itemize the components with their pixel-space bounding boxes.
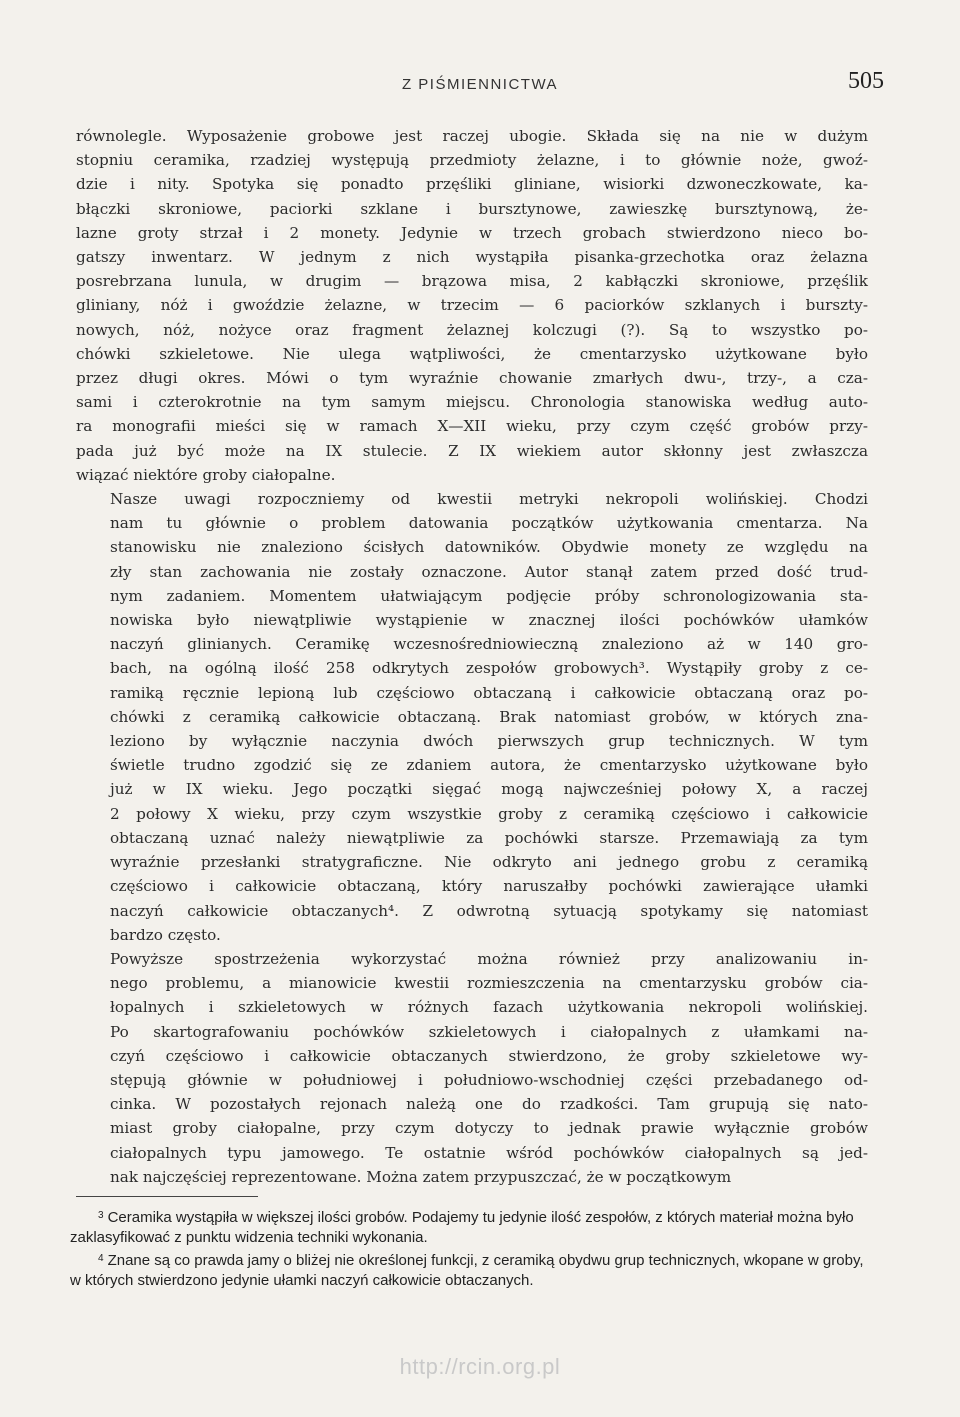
- text-line: zły stan zachowania nie zostały oznaczone. Autor stanął zatem przed dość trud-: [110, 562, 868, 581]
- text-line: równolegle. Wyposażenie grobowe jest raczej ubogie. Składa się na nie w dużym: [76, 127, 868, 145]
- text-line: pada już być może na IX stulecie. Z IX wiekiem autor skłonny jest zwłaszcza: [76, 441, 868, 460]
- text-line: stanowisku nie znaleziono ścisłych datowników. Obydwie monety ze względu na: [110, 538, 868, 557]
- text-line: chówki szkieletowe. Nie ulega wątpliwości, że cmentarzysko użytkowane było: [76, 344, 868, 363]
- text-line: stopniu ceramika, rzadziej występują przedmioty żelazne, i to głównie noże, gwoź-: [76, 151, 868, 170]
- text-line: 2 połowy X wieku, przy czym wszystkie groby z ceramiką częściowo i całkowicie: [110, 804, 868, 823]
- text-line: nowych, nóż, nożyce oraz fragment żelaznej kolczugi (?). Są to wszystko po-: [76, 320, 868, 339]
- text-line: nym zadaniem. Momentem ułatwiającym podjęcie próby schronologizowania sta-: [110, 586, 868, 605]
- text-line: świetle trudno zgodzić się ze zdaniem autora, że cmentarzysko użytkowane było: [110, 756, 868, 775]
- text-line: Nasze uwagi rozpoczniemy od kwestii metryki nekropoli wolińskiej. Chodzi: [110, 490, 868, 509]
- watermark-url: http://rcin.org.pl: [399, 1354, 561, 1379]
- page-header: [76, 68, 884, 104]
- running-head: Z PIŚMIENNICTWA: [401, 76, 559, 93]
- text-line: łopalnych i szkieletowych w różnych fazach użytkowania nekropoli wolińskiej.: [110, 998, 868, 1017]
- footnote-divider: [76, 1196, 258, 1197]
- text-line: ramiką ręcznie lepioną lub częściowo obtaczaną i całkowicie obtaczaną oraz po-: [110, 683, 868, 702]
- text-line: posrebrzana lunula, w drugim — brązowa misa, 2 kabłączki skroniowe, przęślik: [76, 272, 868, 291]
- text-line: naczyń całkowicie obtaczanych⁴. Z odwrotną sytuacją spotykamy się natomiast: [110, 901, 868, 920]
- paragraph-2: [76, 487, 868, 947]
- text-line: dzie i nity. Spotyka się ponadto przęśliki gliniane, wisiorki dzwoneczkowate, ka-: [76, 175, 868, 194]
- text-line: wyraźnie przesłanki stratygraficzne. Nie odkryto ani jednego grobu z ceramiką: [110, 853, 868, 872]
- footnote-mark: 3: [98, 1210, 104, 1221]
- text-line: cinka. W pozostałych rejonach należą one do rzadkości. Tam grupują się nato-: [110, 1095, 868, 1114]
- page-number: 505: [848, 68, 884, 94]
- footnote-3: [70, 1206, 870, 1247]
- text-line: obtaczaną uznać należy niewątpliwie za pochówki starsze. Przemawiają za tym: [110, 828, 868, 847]
- text-line: nak najczęściej reprezentowane. Można zatem przypuszczać, że w początkowym: [110, 1167, 732, 1186]
- text-line: bardzo często.: [110, 925, 221, 944]
- text-line: Powyższe spostrzeżenia wykorzystać można również przy analizowaniu in-: [110, 949, 868, 968]
- footnote-4: [70, 1249, 870, 1290]
- footnote-text: Znane są co prawda jamy o bliżej nie określonej funkcji, z ceramiką obydwu grup technicznych, wkopane w groby, w których stwierdzono jedynie ułamki naczyń całkowicie obtaczanych.: [70, 1252, 864, 1289]
- text-line: gliniany, nóż i gwoździe żelazne, w trzecim — 6 paciorków szklanych i burszty-: [76, 296, 868, 315]
- text-line: gatszy inwentarz. W jednym z nich wystąpiła pisanka-grzechotka oraz żelazna: [76, 248, 868, 267]
- text-line: częściowo i całkowicie obtaczaną, który naruszałby pochówki zawierające ułamki: [110, 877, 868, 896]
- paragraph-1: [76, 124, 868, 487]
- text-line: ciałopalnych typu jamowego. Te ostatnie wśród pochówków ciałopalnych są jed-: [110, 1143, 868, 1162]
- text-line: nowiska było niewątpliwie wystąpienie w znacznej ilości pochówków ułamków: [110, 611, 868, 630]
- text-line: chówki z ceramiką całkowicie obtaczaną. Brak natomiast grobów, w których zna-: [110, 707, 868, 726]
- text-line: ra monografii mieści się w ramach X—XII wieku, przy czym część grobów przy-: [76, 417, 868, 436]
- text-line: już w IX wieku. Jego początki sięgać mogą najwcześniej połowy X, a raczej: [110, 780, 868, 799]
- text-line: lazne groty strzał i 2 monety. Jedynie w trzech grobach stwierdzono nieco bo-: [76, 223, 868, 242]
- footnote-text: Ceramika wystąpiła w większej ilości grobów. Podajemy tu jedynie ilość zespołów, z których materiał można było zaklasyfikować z punktu widzenia techniki wykonania.: [70, 1209, 854, 1246]
- text-line: nam tu głównie o problem datowania początków użytkowania cmentarza. Na: [110, 514, 868, 533]
- text-line: wiązać niektóre groby ciałopalne.: [76, 465, 336, 484]
- text-line: bach, na ogólną ilość 258 odkrytych zespołów grobowych³. Wystąpiły groby z ce-: [110, 659, 868, 678]
- text-line: leziono by wyłącznie naczynia dwóch pierwszych grup technicznych. W tym: [110, 732, 868, 751]
- body-text: [76, 124, 868, 1189]
- text-line: czyń częściowo i całkowicie obtaczanych stwierdzono, że groby szkieletowe wy-: [110, 1046, 868, 1065]
- footnotes: [70, 1206, 870, 1292]
- text-line: naczyń glinianych. Ceramikę wczesnośredniowieczną znaleziono aż w 140 gro-: [110, 635, 868, 654]
- text-line: Po skartografowaniu pochówków szkieletowych i ciałopalnych z ułamkami na-: [110, 1022, 868, 1041]
- text-line: miast groby ciałopalne, przy czym dotyczy to jednak prawie wyłącznie grobów: [110, 1119, 868, 1138]
- text-line: sami i czterokrotnie na tym samym miejscu. Chronologia stanowiska według auto-: [76, 393, 868, 412]
- text-line: błączki skroniowe, paciorki szklane i bursztynowe, zawieszkę bursztynową, że-: [76, 199, 868, 218]
- paragraph-3: [76, 947, 868, 1189]
- text-line: stępują głównie w południowej i południowo-wschodniej części przebadanego od-: [110, 1070, 868, 1089]
- footnote-mark: 4: [98, 1253, 104, 1264]
- text-line: przez długi okres. Mówi o tym wyraźnie chowanie zmarłych dwu-, trzy-, a cza-: [76, 369, 868, 388]
- text-line: nego problemu, a mianowicie kwestii rozmieszczenia na cmentarzysku grobów cia-: [110, 974, 868, 993]
